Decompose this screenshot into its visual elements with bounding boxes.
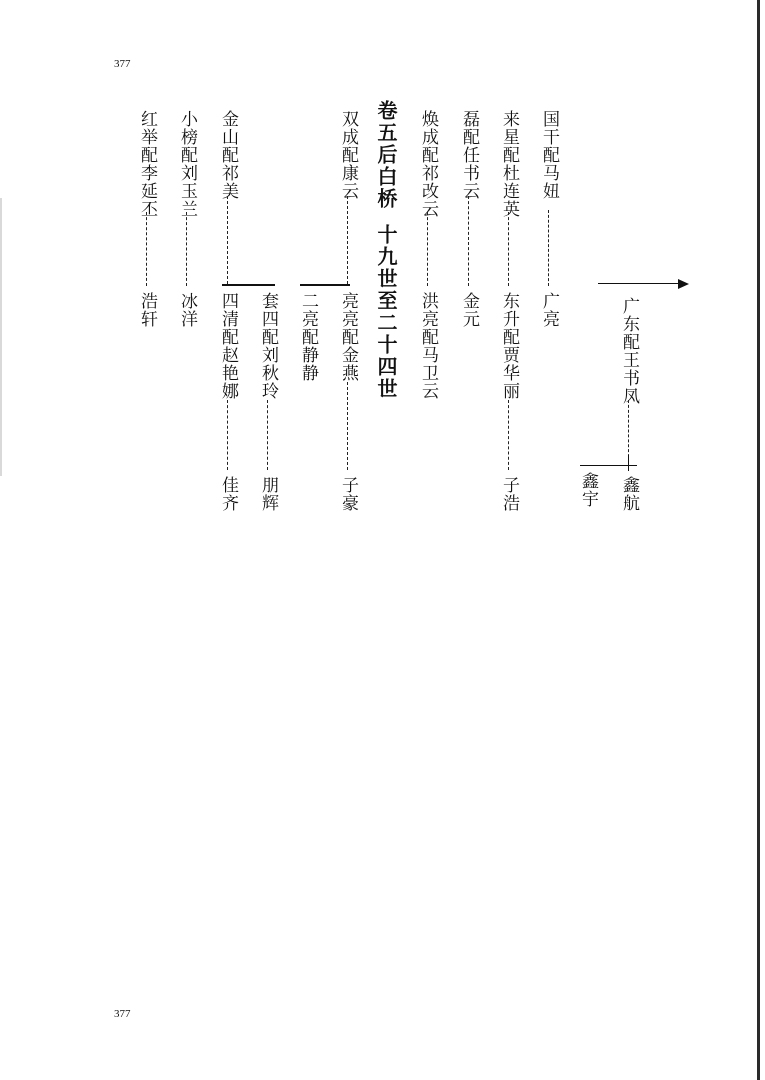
child-jinyuan: 金元	[459, 292, 479, 328]
page-edge-right	[757, 0, 760, 1080]
ancestor-lei: 磊配任书云	[459, 110, 479, 200]
ancestor-hongju: 红举配李延丕	[137, 110, 157, 218]
bracket-tick	[628, 455, 629, 471]
sibling-bracket	[222, 284, 275, 286]
lineage-dash	[628, 400, 629, 462]
child-guangliang: 广亮	[539, 292, 559, 328]
lineage-dash	[227, 196, 228, 284]
page-number-bottom: 377	[114, 1008, 131, 1020]
lineage-dash	[508, 212, 509, 286]
child-siqing: 四清配赵艳娜	[218, 292, 238, 400]
child-haoxuan: 浩轩	[137, 292, 157, 328]
ancestor-xiaobang: 小榜配刘玉兰	[177, 110, 197, 218]
ancestor-jinshan: 金山配祁美	[218, 110, 238, 200]
continuation-parent: 广东配王书凤	[619, 297, 639, 405]
sibling-bracket	[300, 284, 350, 286]
page-edge-left	[0, 198, 2, 476]
page-title	[375, 100, 397, 400]
ancestor-shuangcheng: 双成配康云	[338, 110, 358, 200]
child-hongliang: 洪亮配马卫云	[418, 292, 438, 400]
grandchild-zihao: 子浩	[499, 476, 519, 512]
lineage-dash	[548, 210, 549, 286]
continuation-child-xinyu: 鑫宇	[578, 472, 598, 508]
title-volume: 卷五后白桥	[374, 100, 398, 210]
grandchild-penghui: 朋辉	[258, 476, 278, 512]
lineage-dash	[347, 382, 348, 470]
lineage-dash	[427, 212, 428, 286]
child-bingyang: 冰洋	[177, 292, 197, 328]
title-generations: 十九世至二十四世	[374, 224, 398, 400]
continuation-arrow-line	[598, 283, 680, 284]
child-dongsheng: 东升配贾华丽	[499, 292, 519, 400]
ancestor-guogan: 国干配马妞	[539, 110, 559, 200]
grandchild-jiaqi: 佳齐	[218, 476, 238, 512]
continuation-arrow-icon	[678, 279, 689, 289]
child-liangliang: 亮亮配金燕	[338, 292, 358, 382]
grandchild-zihao-2: 子豪	[338, 476, 358, 512]
lineage-dash	[267, 400, 268, 470]
lineage-dash	[508, 400, 509, 470]
continuation-child-xinhang: 鑫航	[619, 476, 639, 512]
page-number-top: 377	[114, 58, 131, 70]
lineage-dash	[227, 400, 228, 470]
ancestor-laixing: 来星配杜连英	[499, 110, 519, 218]
ancestor-huancheng: 焕成配祁改云	[418, 110, 438, 218]
lineage-dash	[468, 196, 469, 286]
child-erliang: 二亮配静静	[298, 292, 318, 382]
child-taosi: 套四配刘秋玲	[258, 292, 278, 400]
lineage-dash	[186, 212, 187, 286]
lineage-dash	[146, 212, 147, 286]
lineage-dash	[347, 196, 348, 284]
